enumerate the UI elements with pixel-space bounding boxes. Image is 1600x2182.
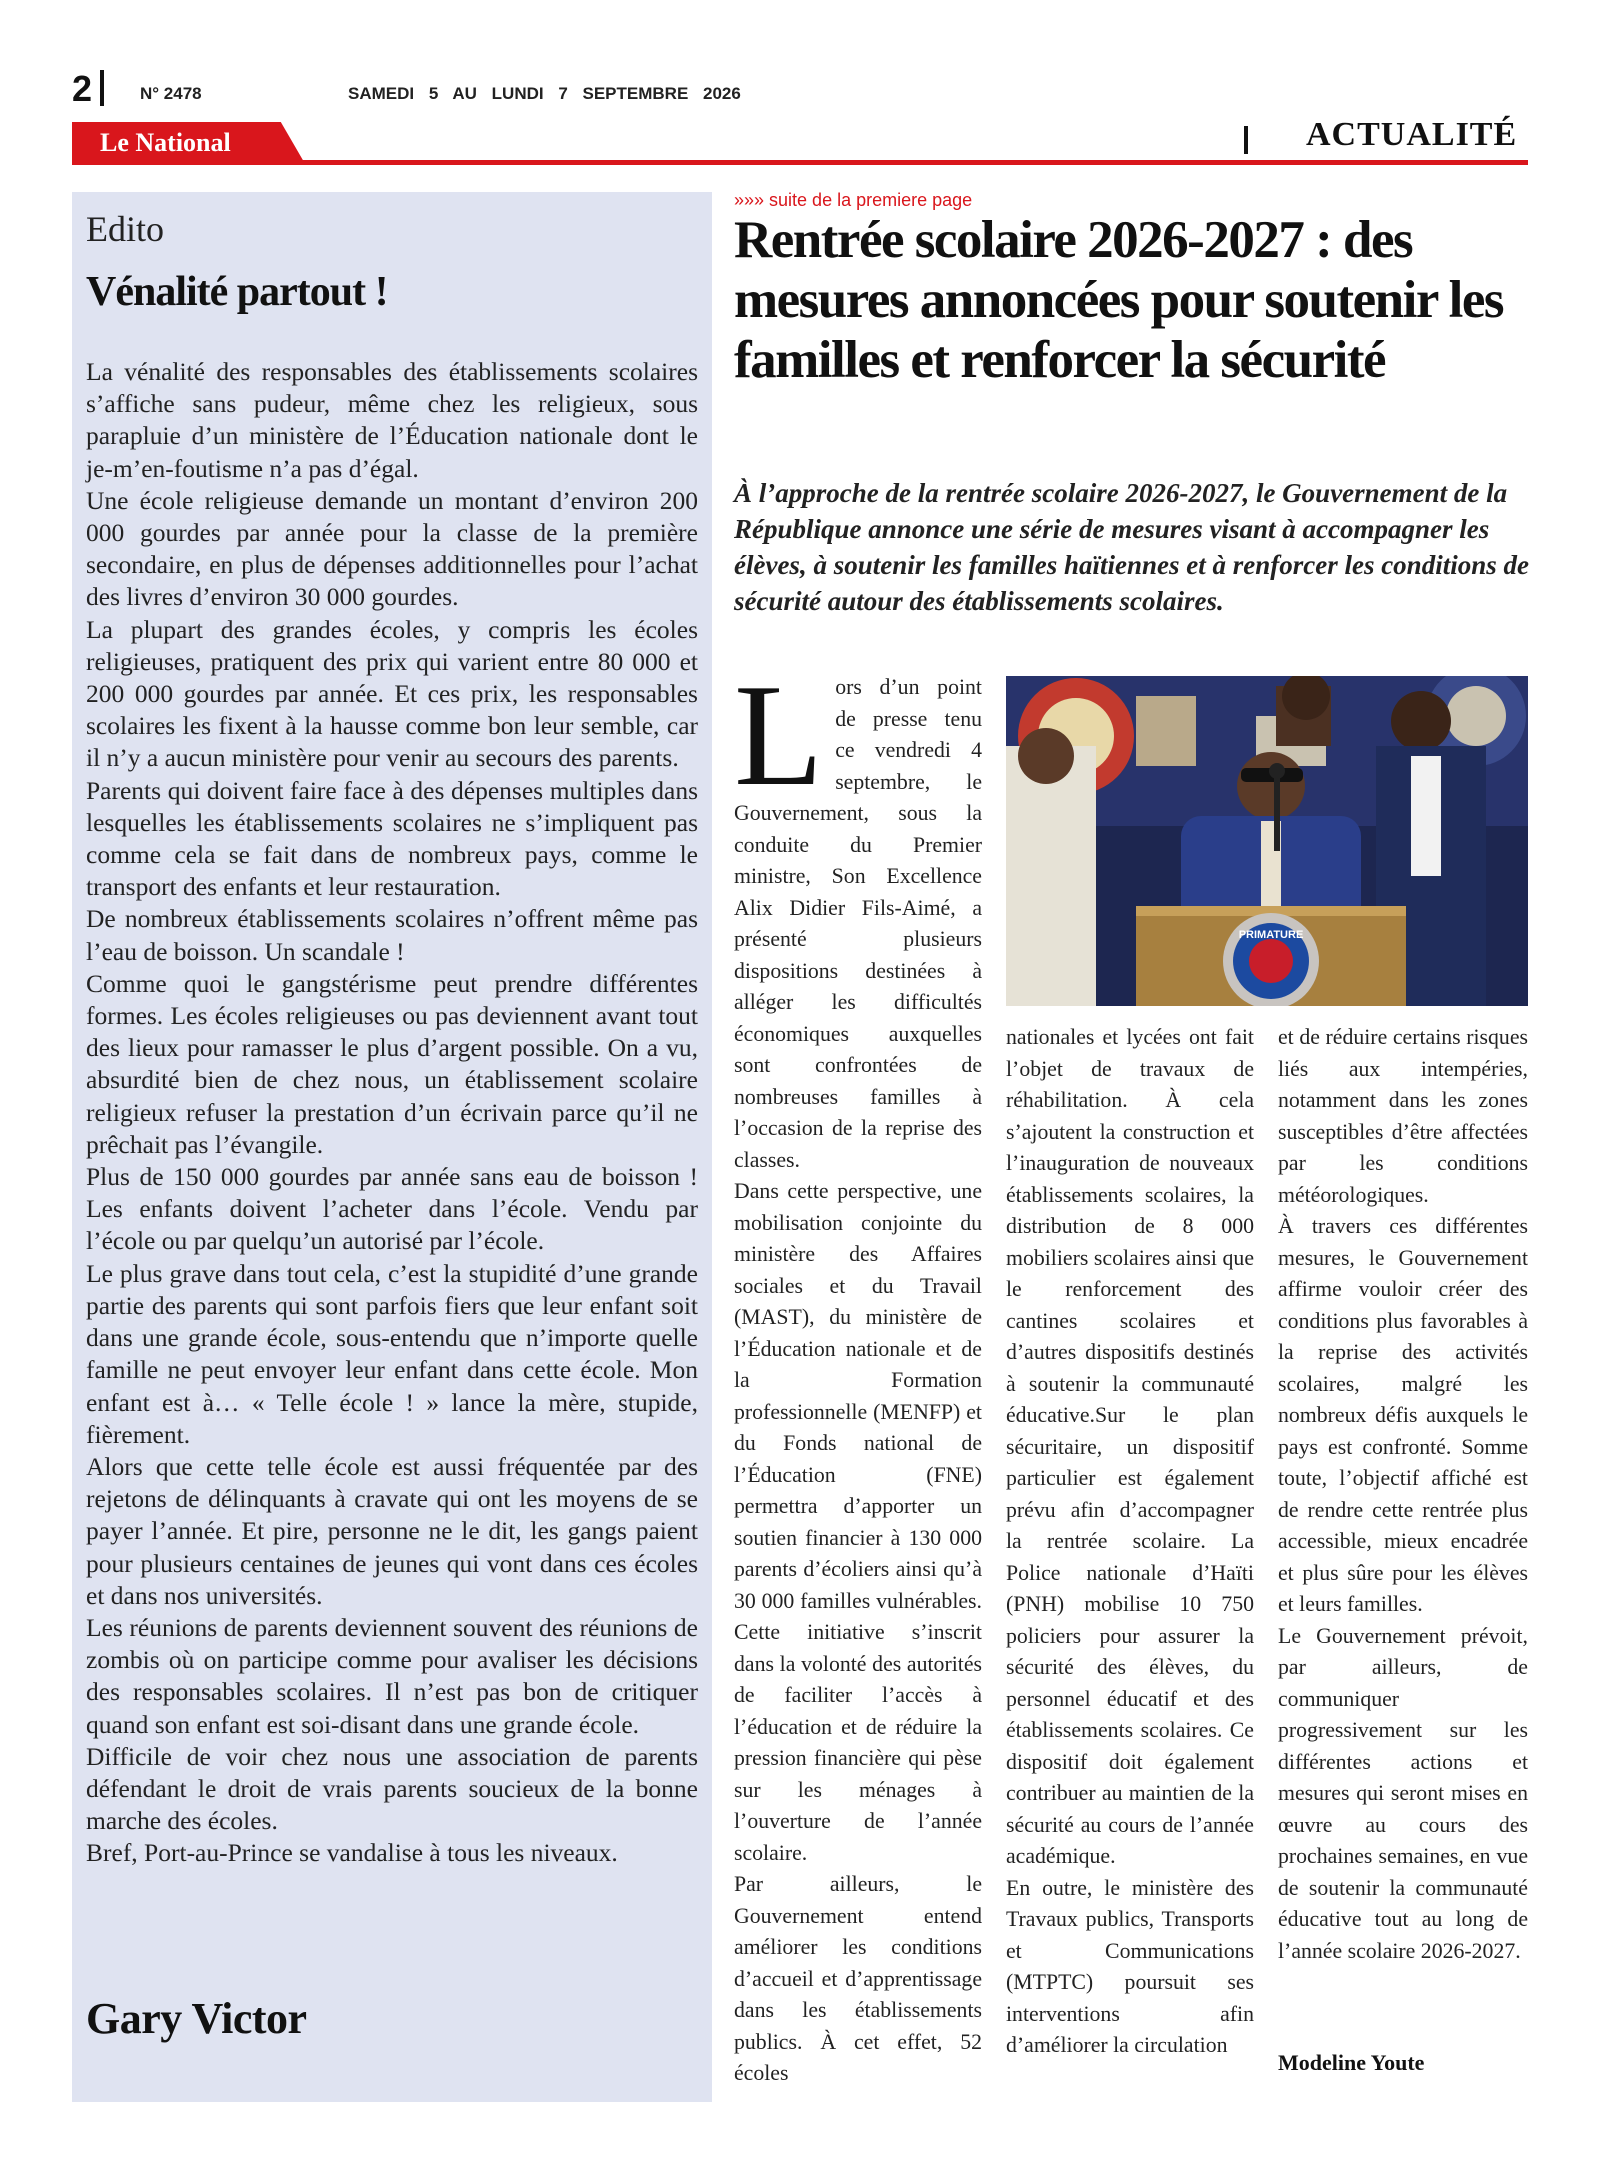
article-column-3	[1278, 1022, 1528, 1967]
issue-number: N° 2478	[140, 84, 202, 103]
edito-paragraph: Une école religieuse demande un montant d’environ 200 000 gourdes par année pour la classe de la première secondaire, en plus de dépenses additionnelles pour l’achat des livres d’environ 30 000 gourdes.	[86, 485, 698, 612]
article-paragraph: Dans cette perspective, une mobilisation conjointe du ministère des Affaires sociales et du Travail (MAST), du ministère de l’Éducation nationale et de la Formation professionnelle (MENFP) et du Fonds national de l’Éducation (FNE) permettra d’apporter un soutien financier à 130 000 parents d’écoliers ainsi qu’à 30 000 familles vulnérables. Cette initiative s’inscrit dans la volonté des autorités de faciliter l’accès à l’éducation et de réduire la pression financière qui pèse sur les ménages à l’ouverture de l’année scolaire.	[734, 1179, 982, 1865]
edito-paragraph: Les réunions de parents deviennent souvent des réunions de zombis où on participe comme pour avaliser les décisions des responsables scolaires. Il n’est pas bon de critiquer quand son enfant est soi-disant dans une grande école.	[86, 1612, 698, 1739]
edito-paragraph: La plupart des grandes écoles, y compris les écoles religieuses, pratiquent des prix qui varient entre 80 000 et 200 000 gourdes par année. Et ces prix, les responsables scolaires les fixent à la hausse comme bon leur semble, car il n’y a aucun ministère pour venir au secours des parents.	[86, 614, 698, 773]
edito-author: Gary Victor	[86, 1994, 307, 2043]
section-divider	[1244, 126, 1248, 154]
edito-title: Vénalité partout !	[86, 269, 388, 315]
article-paragraph: En outre, le ministère des Travaux publics, Transports et Communications (MTPTC) poursuit ses interventions afin d’améliorer la circulation	[1006, 1875, 1254, 2057]
drop-cap: L	[734, 654, 824, 816]
edito-paragraph: Alors que cette telle école est aussi fréquentée par des rejetons de délinquants à cravate qui ont les moyens de se payer l’année. Et pire, personne ne le dit, les gangs paient pour plusieurs centaines de jeunes qui vont dans ces écoles et dans nos universités.	[86, 1451, 698, 1610]
edito-box	[72, 192, 712, 2102]
article-paragraph: ors d’un point de presse tenu ce vendredi 4 septembre, le Gouvernement, sous la conduite du Premier ministre, Son Excellence Alix Didier Fils-Aimé, a présenté plusieurs dispositions destinées à alléger les difficultés économiques auxquelles sont confrontées de nombreuses familles à l’occasion de la reprise des classes.	[734, 675, 982, 1172]
article-paragraph: Le Gouvernement prévoit, par ailleurs, de communiquer progressivement sur les différentes actions et mesures qui seront mises en œuvre au cours des prochaines semaines, en vue de soutenir la communauté éducative tout au long de l’année scolaire 2026-2027.	[1278, 1623, 1528, 1963]
edito-paragraph: La vénalité des responsables des établissements scolaires s’affiche sans pudeur, même chez les religieux, sous parapluie d’un ministère de l’Éducation nationale dont le je-m’en-foutisme n’a pas d’égal.	[86, 357, 698, 483]
header-rule	[72, 160, 1528, 165]
press-conference-photo	[1006, 676, 1528, 1006]
article-headline: Rentrée scolaire 2026-2027 : des mesures annoncées pour soutenir les familles et renforcer la sécurité	[734, 211, 1504, 389]
article-paragraph: Par ailleurs, le Gouvernement entend améliorer les conditions d’accueil et d’apprentissage dans les établissements publics. À cet effet, 52 écoles	[734, 1872, 982, 2085]
article-lede: À l’approche de la rentrée scolaire 2026-2027, le Gouvernement de la République annonce une série de mesures visant à accompagner les élèves, à soutenir les familles haïtiennes et à renforcer les conditions de sécurité autour des établissements scolaires.	[734, 478, 1529, 616]
section-title: ACTUALITÉ	[1306, 116, 1518, 153]
edito-paragraph: Difficile de voir chez nous une association de parents défendant le droit de vrais parents soucieux de la bonne marche des écoles.	[86, 1741, 698, 1836]
issue-date: SAMEDI 5 AU LUNDI 7 SEPTEMBRE 2026	[348, 84, 741, 103]
edito-body	[86, 356, 698, 1870]
edito-paragraph: Parents qui doivent faire face à des dépenses multiples dans lesquelles les établissements scolaires ne s’impliquent pas comme cela se fait dans de nombreux pays, comme le transport des enfants et leur restauration.	[86, 775, 698, 902]
press-conference-illustration	[1006, 676, 1528, 1006]
edito-paragraph: Plus de 150 000 gourdes par année sans eau de boisson ! Les enfants doivent l’acheter dans l’école. Vendu par l’école ou par quelqu’un autorisé par l’école.	[86, 1162, 698, 1256]
lectern-seal-text: PRIMATURE	[1238, 929, 1304, 941]
page-number: 2	[72, 68, 93, 109]
article-column-2	[1006, 1022, 1254, 2062]
edito-paragraph: Le plus grave dans tout cela, c’est la stupidité d’une grande partie des parents qui sont parfois fiers que leur enfant soit dans une grande école, sous-entendu que n’importe quelle famille ne peut envoyer leur enfant dans cette école. Mon enfant est à… « Telle école ! » lance la mère, stupide, fièrement.	[86, 1258, 698, 1449]
continuation-note: »»» suite de la premiere page	[734, 190, 973, 210]
article-paragraph: À travers ces différentes mesures, le Gouvernement affirme vouloir créer des conditions plus favorables à la reprise des activités scolaires, malgré les nombreux défis auxquels le pays est confronté. Somme toute, l’objectif affiché est de rendre cette rentrée plus accessible, mieux encadrée et plus sûre pour les élèves et leurs familles.	[1278, 1214, 1528, 1616]
edito-paragraph: Comme quoi le gangstérisme peut prendre différentes formes. Les écoles religieuses ou pas deviennent avant tout des lieux pour ramasser le plus d’argent possible. On a vu, absurdité bien de chez nous, un établissement scolaire religieux refuser la prestation d’un écrivain parce qu’il ne prêchait pas l’évangile.	[86, 968, 698, 1159]
edito-paragraph: De nombreux établissements scolaires n’offrent même pas l’eau de boisson. Un scandale !	[86, 904, 698, 966]
page-number-divider	[100, 70, 104, 106]
article-paragraph: et de réduire certains risques liés aux intempéries, notamment dans les zones susceptibles d’être affectées par les conditions météorologiques.	[1278, 1025, 1528, 1207]
article-byline: Modeline Youte	[1278, 2050, 1425, 2075]
brand-name: Le National	[100, 128, 231, 157]
article-column-1	[734, 654, 982, 2090]
edito-kicker: Edito	[86, 209, 164, 249]
edito-paragraph: Bref, Port-au-Prince se vandalise à tous les niveaux.	[86, 1838, 618, 1868]
article-paragraph: nationales et lycées ont fait l’objet de travaux de réhabilitation. À cela s’ajoutent la construction et l’inauguration de nouveaux établissements scolaires, la distribution de 8 000 mobiliers scolaires ainsi que le renforcement des cantines scolaires et d’autres dispositifs destinés à soutenir la communauté éducative.Sur le plan sécuritaire, un dispositif particulier est également prévu afin d’accompagner la rentrée scolaire. La Police nationale d’Haïti (PNH) mobilise 10 750 policiers pour assurer la sécurité des élèves, du personnel éducatif et des établissements scolaires. Ce dispositif doit également contribuer au maintien de la sécurité au cours de l’année académique.	[1006, 1025, 1254, 1868]
